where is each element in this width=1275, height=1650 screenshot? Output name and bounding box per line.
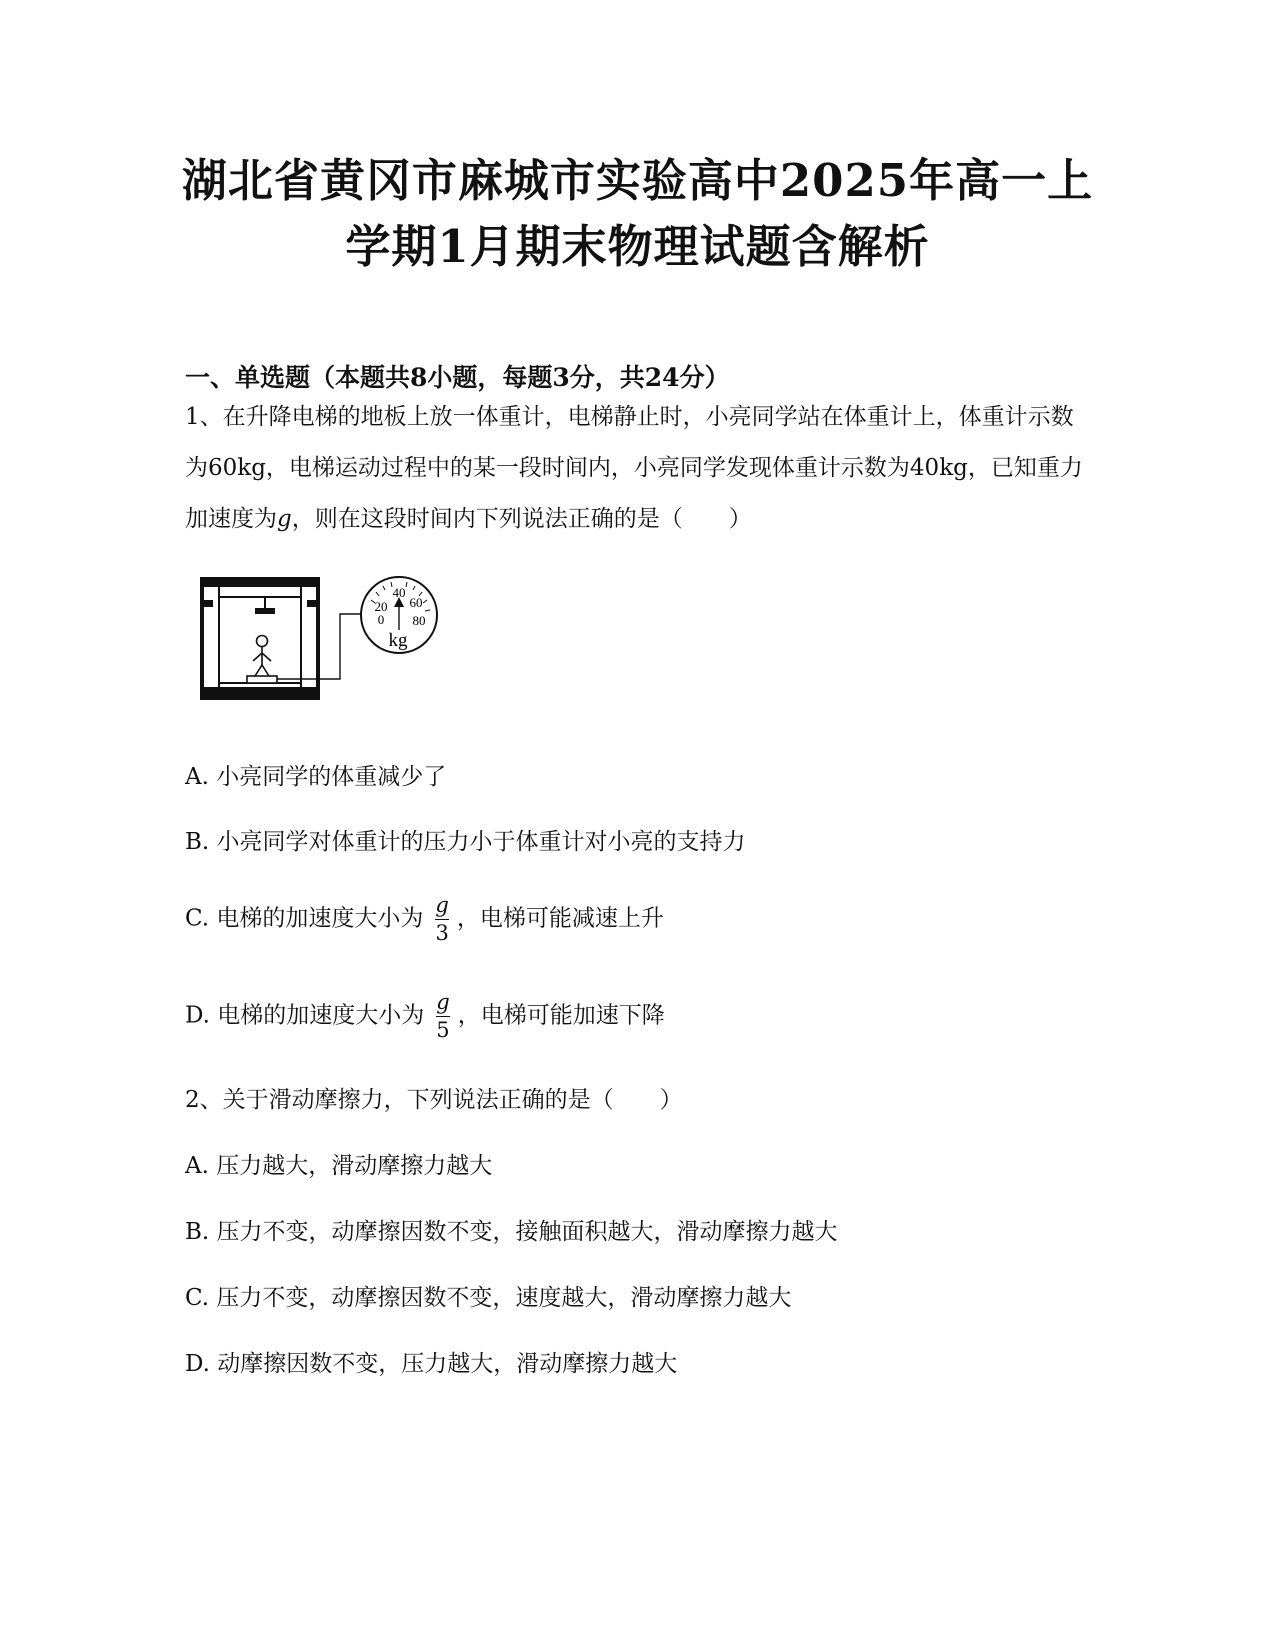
- question-1-stem: [185, 392, 1085, 545]
- question-1-option-b: B. 小亮同学对体重计的压力小于体重计对小亮的支持力: [185, 829, 746, 855]
- question-1-stem-ending: ，则在这段时间内下列说法正确的是（ ）: [291, 506, 752, 532]
- dial-unit-label: kg: [388, 630, 408, 651]
- question-2-option-b: B. 压力不变，动摩擦因数不变，接触面积越大，滑动摩擦力越大: [185, 1219, 838, 1245]
- dial-label-0: 0: [377, 612, 385, 627]
- option-c-suffix: ，电梯可能减速上升: [456, 905, 664, 932]
- option-d-suffix: ，电梯可能加速下降: [457, 1002, 665, 1029]
- question-2-option-d: D. 动摩擦因数不变，压力越大，滑动摩擦力越大: [185, 1351, 678, 1377]
- dial-label-80: 80: [412, 613, 426, 628]
- gravity-symbol: g: [277, 506, 292, 532]
- dial-label-40: 40: [392, 585, 406, 600]
- fraction-g-over-3: [435, 892, 448, 947]
- fraction-denominator: 5: [436, 1018, 450, 1042]
- section-heading: 一、单选题（本题共8小题，每题3分，共24分）: [185, 363, 730, 392]
- question-2-stem: 2、关于滑动摩擦力，下列说法正确的是（ ）: [185, 1087, 683, 1113]
- fraction-numerator: g: [435, 893, 449, 917]
- fraction-g-over-5: [436, 989, 449, 1044]
- question-1-option-a: A. 小亮同学的体重减少了: [185, 764, 447, 790]
- elevator-scale-diagram: [195, 570, 455, 710]
- question-1-stem-text: 1、在升降电梯的地板上放一体重计，电梯静止时，小亮同学站在体重计上，体重计示数为60kg，电梯运动过程中的某一段时间内，小亮同学发现体重计示数为40kg，已知重力加速度为: [185, 404, 1083, 532]
- dial-label-60: 60: [409, 595, 423, 610]
- question-2-option-c: C. 压力不变，动摩擦因数不变，速度越大，滑动摩擦力越大: [185, 1285, 792, 1311]
- person-figure: [253, 636, 271, 677]
- option-d-prefix: D. 电梯的加速度大小为: [185, 1002, 425, 1029]
- scale-dial: [361, 577, 437, 653]
- option-c-prefix: C. 电梯的加速度大小为: [185, 905, 424, 932]
- dial-label-20: 20: [374, 599, 388, 614]
- bathroom-scale: [247, 676, 277, 683]
- document-title-line-2: 学期1月期末物理试题含解析: [345, 220, 930, 273]
- question-2-option-a: A. 压力越大，滑动摩擦力越大: [185, 1153, 493, 1179]
- document-title-line-1: 湖北省黄冈市麻城市实验高中2025年高一上: [181, 154, 1094, 207]
- fraction-numerator: g: [436, 990, 450, 1014]
- question-1-option-d: [185, 989, 665, 1044]
- fraction-denominator: 3: [435, 921, 449, 945]
- question-1-option-c: [185, 892, 664, 947]
